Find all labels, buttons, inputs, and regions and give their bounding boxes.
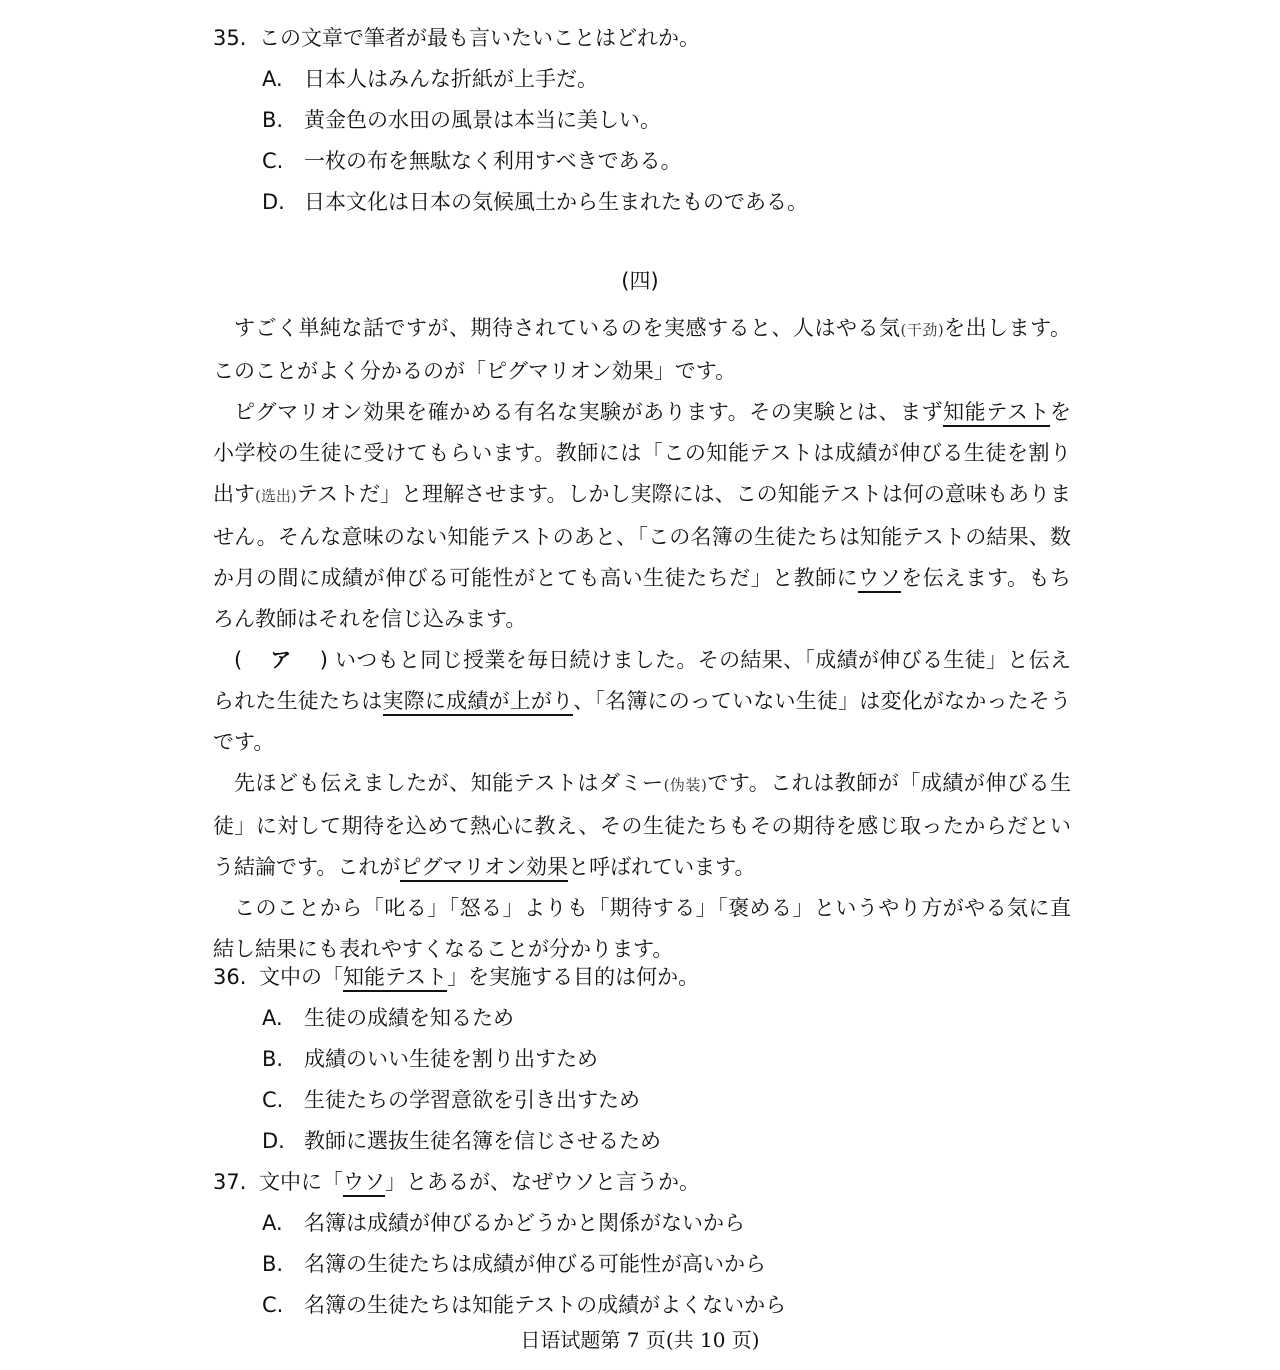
underlined-phrase: 実際に成績が上がり: [383, 689, 574, 716]
option-text: 日本文化は日本の気候風土から生まれたものである。: [304, 190, 808, 214]
q36-option-a: [262, 1003, 514, 1033]
passage-text: いつもと同じ授業を毎日続けました。その結果、「成績が伸びる生徒」と伝えられた生徒たちは: [213, 648, 1072, 713]
option-letter: A.: [262, 1006, 283, 1030]
question-35: [213, 23, 700, 53]
option-letter: C.: [262, 1088, 284, 1112]
passage-text: ピグマリオン効果を確かめる有名な実験があります。その実験とは、まず: [234, 400, 944, 424]
option-letter: D.: [262, 190, 285, 214]
gloss-note: (选出): [255, 487, 297, 505]
question-37: [213, 1167, 700, 1197]
passage-paragraph-3: [213, 640, 1071, 763]
option-text: 名簿の生徒たちは知能テストの成績がよくないから: [304, 1293, 787, 1317]
q36-option-b: [262, 1044, 598, 1074]
underlined-term: 知能テスト: [343, 965, 447, 992]
underlined-term-pygmalion: ピグマリオン効果: [400, 855, 568, 882]
option-text: 教師に選抜生徒名簿を信じさせるため: [304, 1129, 661, 1153]
question-number: 37.: [213, 1170, 247, 1194]
passage-text: 、「名簿にのっていない生徒」は変化がなかったそうです。: [213, 689, 1071, 754]
blank-marker: ア: [270, 648, 292, 672]
passage-paragraph-1: [213, 308, 1071, 392]
page-footer: 日语试题第 7 页(共 10 页): [520, 1328, 760, 1352]
option-letter: B.: [262, 108, 284, 132]
option-text: 日本人はみんな折紙が上手だ。: [304, 67, 598, 91]
passage-text: テストだ」と理解させます。しかし実際には、この知能テストは何の意味もありません。そんな意味のない知能テストのあと、「この名簿の生徒たちは知能テストの結果、数か月の間に成績が伸びる可能性がとても高い生徒たちだ」と教師に: [213, 482, 1071, 590]
q35-option-c: [262, 146, 682, 176]
question-number: 36.: [213, 965, 247, 989]
section-title: (四): [621, 269, 659, 293]
gloss-note: (伪装): [663, 776, 707, 794]
question-number: 35.: [213, 26, 247, 50]
question-stem: 」を実施する目的は何か。: [447, 965, 700, 989]
reading-passage: [213, 308, 1071, 970]
option-text: 生徒たちの学習意欲を引き出すため: [304, 1088, 640, 1112]
blank-open-paren: (: [234, 648, 243, 672]
passage-text: すごく単純な話ですが、期待されているのを実感すると、人はやる気: [234, 316, 901, 340]
passage-text: です。これは教師が「成績が伸びる生徒」に対して期待を込めて熱心に教え、その生徒たちもその期待を感じ取ったからだという結論です。これが: [213, 771, 1071, 879]
question-stem: 文中に「: [259, 1170, 343, 1194]
q36-option-c: [262, 1085, 640, 1115]
option-text: 名簿の生徒たちは成績が伸びる可能性が高いから: [304, 1252, 766, 1276]
option-text: 黄金色の水田の風景は本当に美しい。: [304, 108, 661, 132]
q37-option-c: [262, 1290, 786, 1320]
option-text: 生徒の成績を知るため: [304, 1006, 514, 1030]
option-letter: D.: [262, 1129, 285, 1153]
option-text: 成績のいい生徒を割り出すため: [304, 1047, 598, 1071]
option-text: 名簿は成績が伸びるかどうかと関係がないから: [304, 1211, 745, 1235]
question-stem: 」とあるが、なぜウソと言うか。: [385, 1170, 700, 1194]
passage-text: を小学校の生徒に受けてもらいます。教師には「この知能テストは成績が伸びる生徒を割り出す: [213, 400, 1071, 506]
option-text: 一枚の布を無駄なく利用すべきである。: [304, 149, 682, 173]
passage-text: を出します。このことがよく分かるのが「ピグマリオン効果」です。: [213, 316, 1071, 383]
option-letter: B.: [262, 1047, 284, 1071]
option-letter: C.: [262, 149, 284, 173]
question-stem: 文中の「: [259, 965, 343, 989]
underlined-term-uso: ウソ: [858, 566, 901, 593]
q37-option-a: [262, 1208, 745, 1238]
option-letter: B.: [262, 1252, 284, 1276]
underlined-term-chinou-test: 知能テスト: [943, 400, 1050, 427]
gloss-note: (干劲): [900, 321, 944, 339]
option-letter: C.: [262, 1293, 284, 1317]
passage-text: 先ほども伝えましたが、知能テストはダミー: [234, 771, 664, 795]
passage-paragraph-5: [213, 888, 1071, 970]
question-stem: この文章で筆者が最も言いたいことはどれか。: [259, 26, 700, 50]
passage-paragraph-2: [213, 392, 1071, 640]
blank-close-paren: ): [319, 648, 328, 672]
q35-option-a: [262, 64, 598, 94]
q35-option-b: [262, 105, 661, 135]
question-36: [213, 962, 699, 992]
option-letter: A.: [262, 67, 283, 91]
option-letter: A.: [262, 1211, 283, 1235]
passage-text: と呼ばれています。: [568, 855, 756, 879]
passage-paragraph-4: [213, 763, 1071, 888]
passage-text: このことから「叱る」「怒る」よりも「期待する」「褒める」というやり方がやる気に直結し結果にも表れやすくなることが分かります。: [213, 896, 1071, 961]
q36-option-d: [262, 1126, 661, 1156]
q37-option-b: [262, 1249, 766, 1279]
q35-option-d: [262, 187, 808, 217]
underlined-term: ウソ: [343, 1170, 385, 1197]
passage-text: を伝えます。もちろん教師はそれを信じ込みます。: [213, 566, 1072, 631]
